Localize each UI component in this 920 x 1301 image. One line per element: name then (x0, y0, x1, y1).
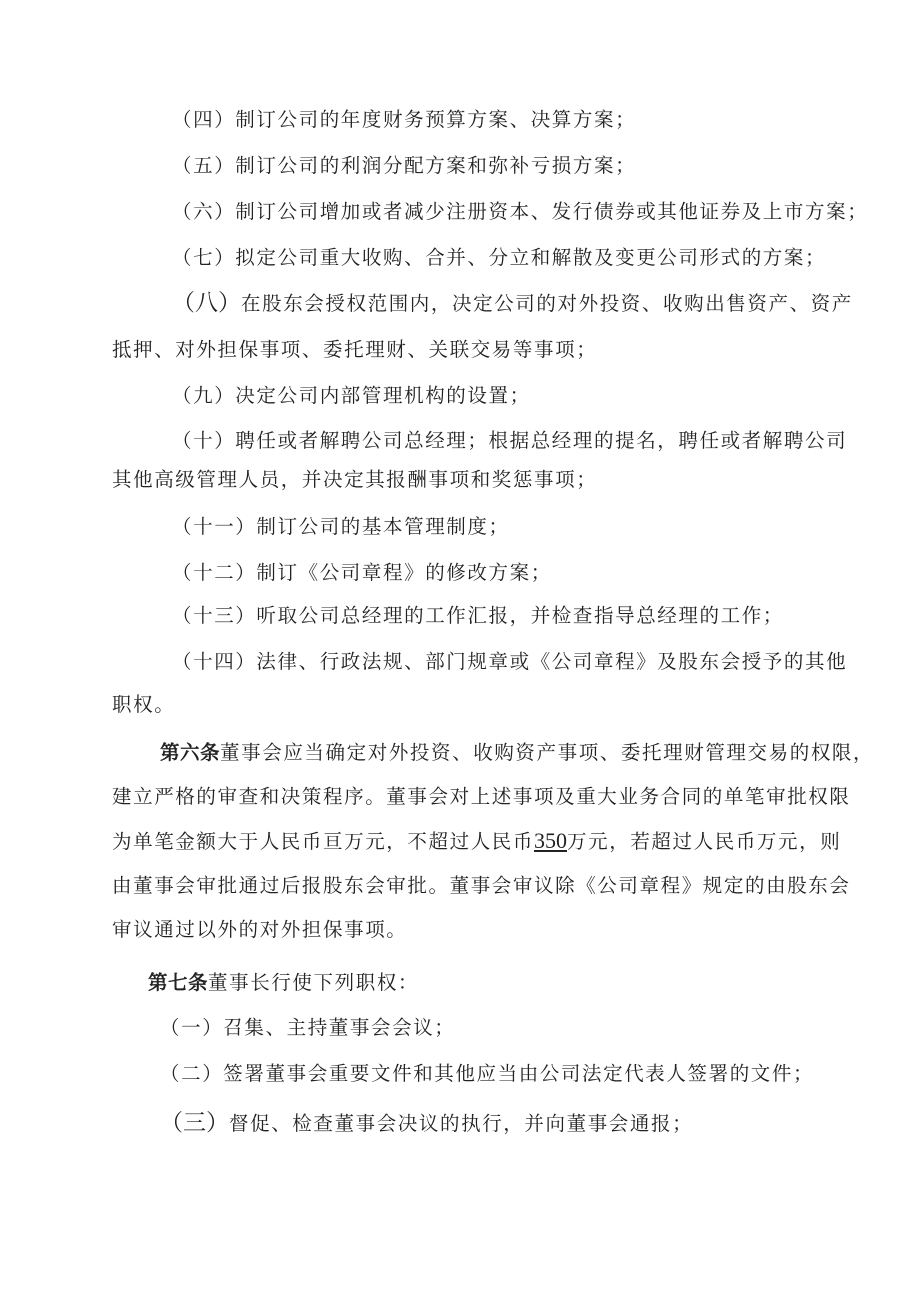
list-item-continuation: 抵押、对外担保事项、委托理财、关联交易等事项； (112, 338, 598, 361)
list-item: （二）签署董事会重要文件和其他应当由公司法定代表人签署的文件； (160, 1062, 815, 1085)
article-heading: 第七条 (148, 971, 209, 994)
article-paragraph (148, 970, 419, 996)
item-marker: （八） (172, 290, 241, 316)
article-paragraph (160, 740, 874, 766)
article-line: 审议通过以外的对外担保事项。 (112, 918, 408, 941)
list-item: （十四）法律、行政法规、部门规章或《公司章程》及股东会授予的其他 (172, 650, 848, 673)
list-item: （十二）制订《公司章程》的修改方案； (172, 561, 552, 584)
article-line: 建立严格的审查和决策程序。董事会对上述事项及重大业务合同的单笔审批权限 (112, 785, 851, 808)
list-item: （七）拟定公司重大收购、合并、分立和解散及变更公司形式的方案； (172, 246, 827, 269)
article-text: 万元，若超过人民币万元，则 (567, 830, 842, 853)
article-heading: 第六条 (160, 741, 221, 764)
list-item: （十）聘任或者解聘公司总经理；根据总经理的提名，聘任或者解聘公司 (172, 429, 848, 452)
amount-value: 350 (534, 828, 568, 853)
list-item: （一）召集、主持董事会会议； (160, 1016, 456, 1039)
item-text: 在股东会授权范围内，决定公司的对外投资、收购出售资产、资产 (241, 292, 853, 315)
list-item: （四）制订公司的年度财务预算方案、决算方案； (172, 108, 637, 131)
article-text: 董事长行使下列职权： (208, 971, 420, 994)
item-text: 督促、检查董事会决议的执行，并向董事会通报； (229, 1112, 694, 1135)
list-item-continuation: 职权。 (112, 693, 176, 716)
article-text: 为单笔金额大于人民币亘万元，不超过人民币 (112, 830, 535, 853)
item-marker: （三） (160, 1110, 229, 1136)
list-item (160, 1110, 693, 1137)
list-item: （十三）听取公司总经理的工作汇报，并检查指导总经理的工作； (172, 604, 784, 627)
list-item (172, 290, 853, 317)
list-item: （五）制订公司的利润分配方案和弥补亏损方案； (172, 154, 637, 177)
article-line (112, 828, 841, 855)
list-item: （十一）制订公司的基本管理制度； (172, 515, 510, 538)
list-item-continuation: 其他高级管理人员，并决定其报酬事项和奖惩事项； (112, 468, 598, 491)
article-line: 由董事会审批通过后报股东会审批。董事会审议除《公司章程》规定的由股东会 (112, 874, 851, 897)
article-text: 董事会应当确定对外投资、收购资产事项、委托理财管理交易的权限， (220, 741, 875, 764)
list-item: （九）决定公司内部管理机构的设置； (172, 384, 531, 407)
list-item: （六）制订公司增加或者减少注册资本、发行债券或其他证券及上市方案； (172, 200, 869, 223)
